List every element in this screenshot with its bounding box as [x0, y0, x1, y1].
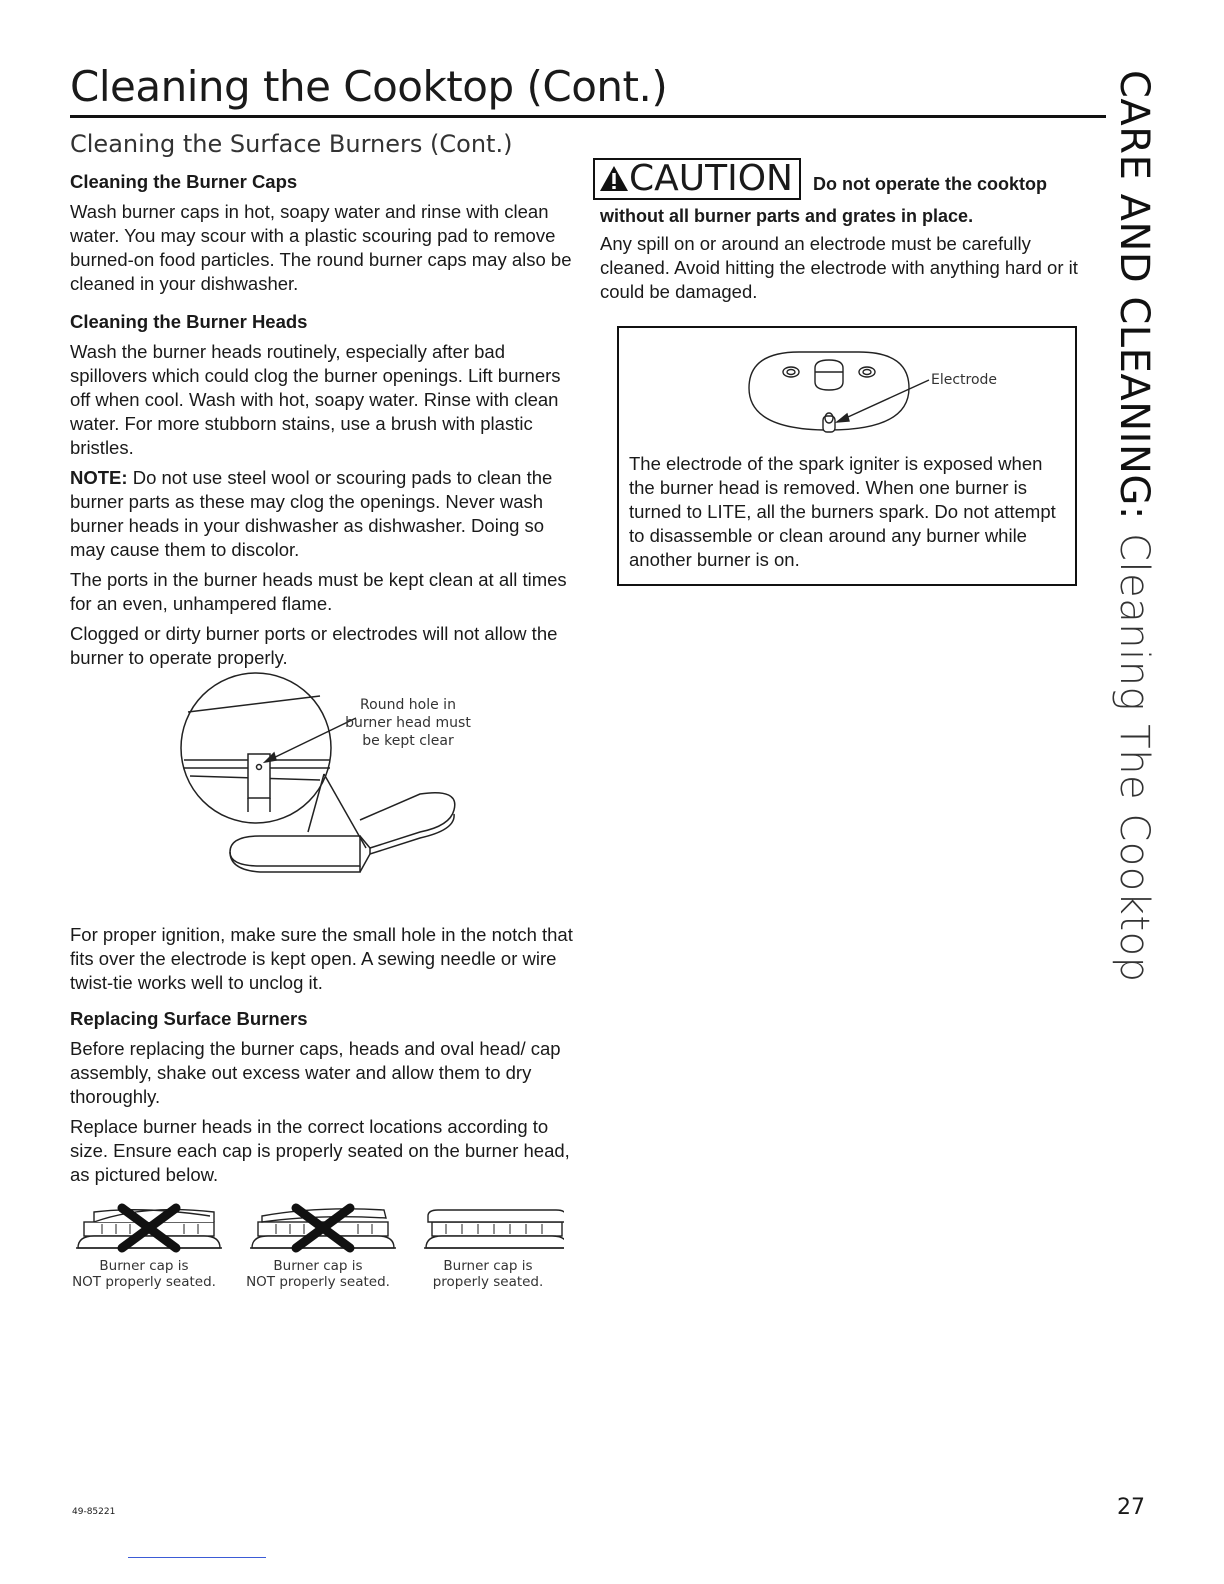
page-number: 27 — [1117, 1495, 1145, 1520]
electrode-label: Electrode — [931, 372, 998, 388]
burner-heads-body: Wash the burner heads routinely, especially after bad spillovers which could clog the burner openings. Lift burners off when cool. Wash with hot, soapy water. Rinse with clean water. For more stubborn stains, use a brush with plastic bristles. — [70, 341, 561, 458]
round-hole-label-1: Round hole in — [360, 697, 456, 713]
title-rule — [70, 115, 1106, 118]
warning-triangle-icon — [599, 164, 629, 192]
burner-caps-heading: Cleaning the Burner Caps — [70, 171, 298, 192]
round-hole-label-3: be kept clear — [362, 733, 454, 749]
side-tab-light: Cleaning The Cooktop — [1111, 519, 1157, 983]
cap-figure-3 — [424, 1210, 564, 1248]
side-tab-bold: CARE AND CLEANING: — [1111, 70, 1157, 520]
electrode-description: The electrode of the spark igniter is exposed when the burner head is removed. When one burner is turned to LITE, all the burners spark. Do not attempt to disassemble or clean around any burner while another burner is on. — [629, 453, 1056, 570]
burner-heads-heading: Cleaning the Burner Heads — [70, 311, 308, 332]
caution-block — [593, 158, 1103, 304]
cap-caption-3-line2: properly seated. — [432, 1274, 544, 1290]
side-tab-text — [1111, 70, 1157, 982]
cap-caption-2-line2: NOT properly seated. — [246, 1274, 390, 1290]
cap-caption-2-line1: Burner cap is — [273, 1258, 363, 1274]
cap-figure-2 — [250, 1208, 396, 1248]
round-hole-label-2: burner head must — [345, 715, 471, 731]
note-label: NOTE: — [70, 467, 128, 488]
document-code: 49-85221 — [72, 1507, 116, 1517]
replacing-para-2: Replace burner heads in the correct locations according to size. Ensure each cap is properly seated on the burner head, as pictured below. — [70, 1116, 570, 1185]
cap-caption-1-line2: NOT properly seated. — [72, 1274, 216, 1290]
cap-caption-3-line1: Burner cap is — [443, 1258, 533, 1274]
caution-badge — [593, 158, 801, 200]
side-tab — [1105, 70, 1165, 983]
replacing-heading: Replacing Surface Burners — [70, 1008, 308, 1029]
ignition-paragraph: For proper ignition, make sure the small hole in the notch that fits over the electrode is kept open. A sewing needle or wire twist-tie works well to unclog it. — [70, 924, 573, 993]
round-hole-figure — [170, 662, 510, 902]
cap-caption-1-line1: Burner cap is — [99, 1258, 189, 1274]
replacing-para-1: Before replacing the burner caps, heads and oval head/ cap assembly, shake out excess water and allow them to dry thoroughly. — [70, 1038, 561, 1107]
cap-figure-1 — [76, 1208, 222, 1248]
note-text: Do not use steel wool or scouring pads to clean the burner parts as these may clog the openings. Never wash burner heads in your dishwasher as dishwasher. Doing so may cause them to discolor. — [70, 467, 553, 560]
ports-paragraph: The ports in the burner heads must be kept clean at all times for an even, unhampered flame. — [70, 569, 567, 614]
caution-inline-text: Do not operate the cooktop — [813, 174, 1047, 194]
caution-headline — [593, 158, 1103, 200]
caution-badge-text: CAUTION — [629, 158, 793, 199]
cap-seating-figures — [64, 1200, 564, 1295]
clogged-paragraph: Clogged or dirty burner ports or electrodes will not allow the burner to operate properly. — [70, 623, 558, 668]
electrode-figure-box — [617, 326, 1077, 586]
footer-link-line — [128, 1557, 266, 1558]
left-column-upper — [70, 170, 580, 676]
electrode-diagram — [739, 344, 1039, 440]
note-paragraph — [70, 466, 580, 562]
left-column-lower — [70, 923, 580, 1193]
page-title: Cleaning the Cooktop (Cont.) — [70, 62, 668, 111]
burner-caps-body: Wash burner caps in hot, soapy water and rinse with clean water. You may scour with a plastic scouring pad to remove burned-on food particles. The round burner caps may also be cleaned in your dishwasher. — [70, 201, 572, 294]
section-title: Cleaning the Surface Burners (Cont.) — [70, 130, 513, 158]
caution-line-2: without all burner parts and grates in place. — [600, 206, 974, 226]
caution-body: Any spill on or around an electrode must be carefully cleaned. Avoid hitting the electrode with anything hard or it could be damaged. — [600, 233, 1078, 302]
